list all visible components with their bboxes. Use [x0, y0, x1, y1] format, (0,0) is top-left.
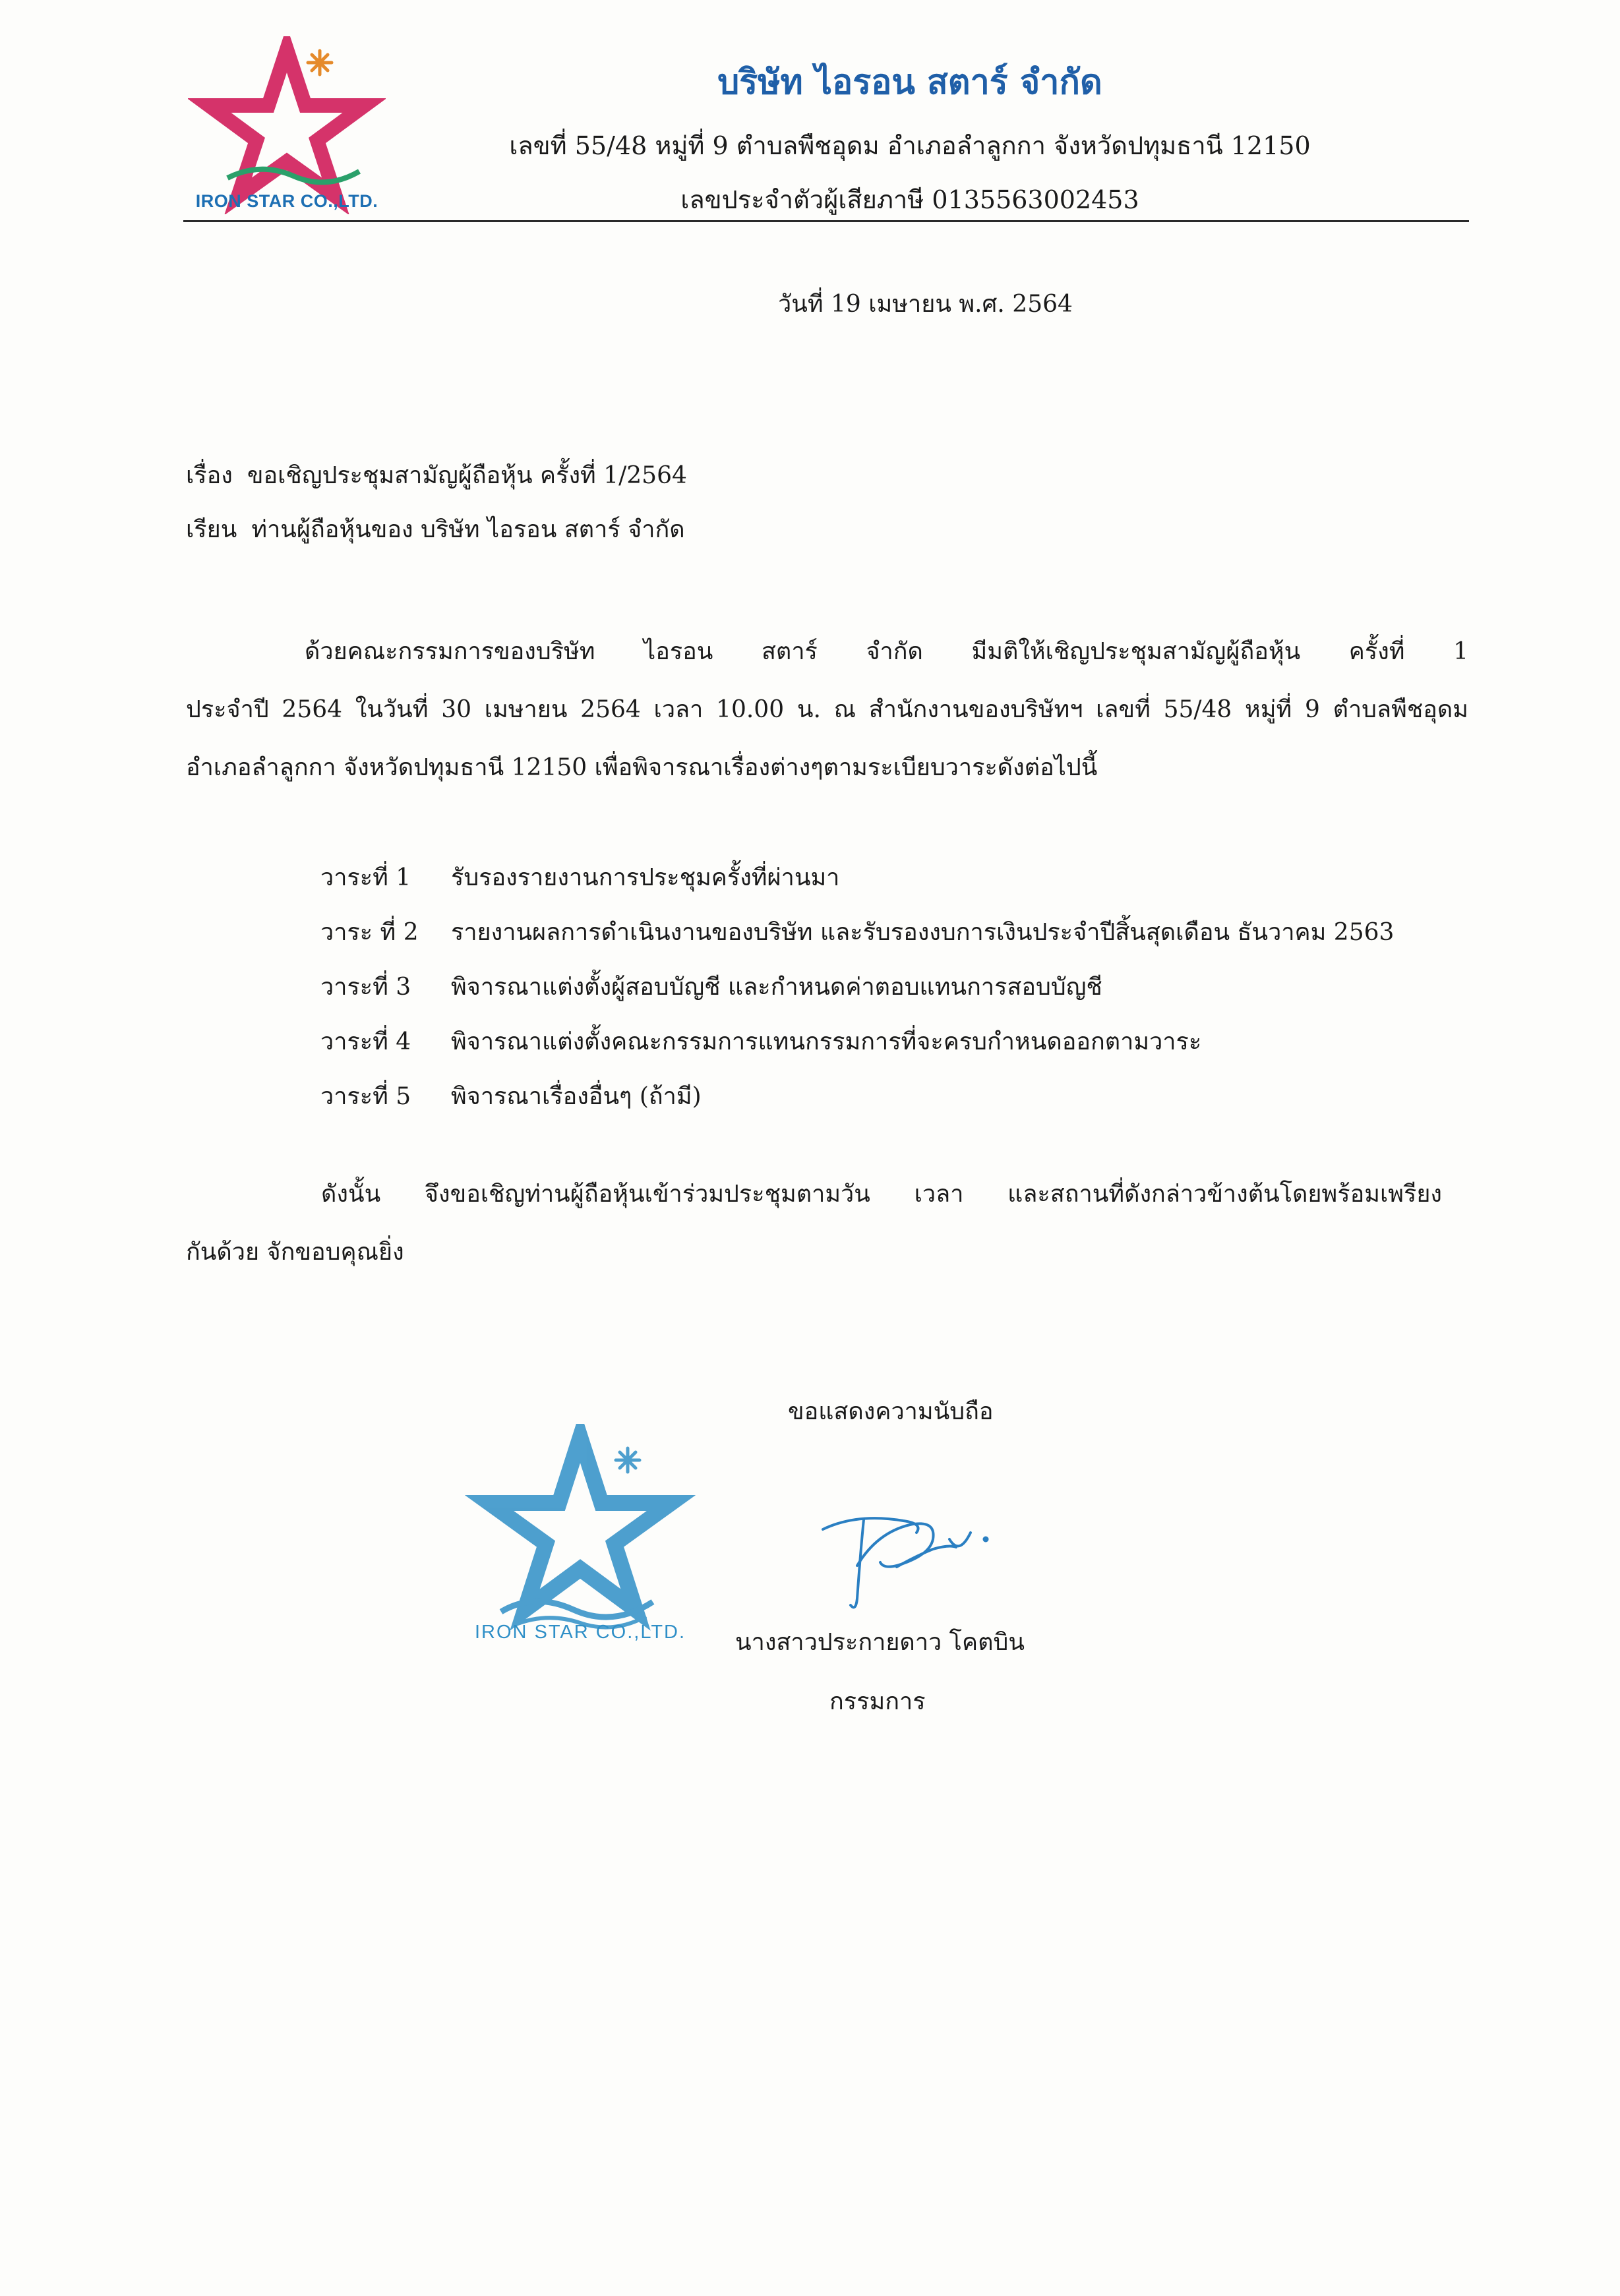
- agenda-text: รับรองรายงานการประชุมครั้งที่ผ่านมา: [451, 864, 840, 891]
- body-paragraph-2: [186, 1165, 1442, 1281]
- closing-text: ขอแสดงความนับถือ: [788, 1398, 994, 1425]
- paragraph-line: กันด้วย จักขอบคุณยิ่ง: [186, 1239, 404, 1266]
- agenda-item: [320, 850, 1481, 905]
- agenda-number: วาระที่ 3: [320, 974, 411, 1001]
- agenda-text: รายงานผลการดำเนินงานของบริษัท และรับรองงบการเงินประจำปีสิ้นสุดเดือน ธันวาคม 2563: [451, 919, 1395, 946]
- agenda-number: วาระที่ 4: [320, 1028, 411, 1055]
- agenda-list: [320, 850, 1481, 1124]
- paragraph-line: ด้วยคณะกรรมการของบริษัท ไอรอน สตาร์ จำกัด มีมติให้เชิญประชุมสามัญผู้ถือหุ้น ครั้งที่ 1: [305, 638, 1468, 665]
- agenda-text: พิจารณาแต่งตั้งคณะกรรมการแทนกรรมการที่จะครบกำหนดออกตามวาระ: [451, 1028, 1202, 1055]
- subject-line: [186, 461, 687, 490]
- agenda-number: วาระที่ 5: [320, 1083, 411, 1110]
- agenda-item: [320, 905, 1481, 960]
- signer-name: นางสาวประกายดาว โคตบิน: [735, 1629, 1025, 1656]
- agenda-text: พิจารณาแต่งตั้งผู้สอบบัญชี และกำหนดค่าตอบแทนการสอบบัญชี: [451, 974, 1102, 1001]
- recipient-label: เรียน: [186, 516, 237, 543]
- paragraph-line: ดังนั้น จึงขอเชิญท่านผู้ถือหุ้นเข้าร่วมประชุมตามวัน เวลา และสถานที่ดังกล่าวข้างต้นโดยพร้อมเพรียง: [321, 1181, 1442, 1208]
- company-name: บริษัท ไอรอน สตาร์ จำกัด: [717, 62, 1102, 102]
- signer-title: กรรมการ: [829, 1688, 926, 1715]
- company-address: เลขที่ 55/48 หมู่ที่ 9 ตำบลพืชอุดม อำเภอลำลูกกา จังหวัดปทุมธานี 12150: [509, 131, 1311, 160]
- agenda-item: [320, 960, 1481, 1015]
- stamp-caption: IRON STAR CO.,LTD.: [474, 1622, 686, 1643]
- body-paragraph-1: [186, 623, 1468, 797]
- subject-text: ขอเชิญประชุมสามัญผู้ถือหุ้น ครั้งที่ 1/2564: [247, 462, 687, 489]
- company-tax-id: เลขประจำตัวผู้เสียภาษี 0135563002453: [680, 185, 1139, 214]
- signature-icon: [818, 1493, 996, 1625]
- company-logo-icon: [188, 36, 386, 214]
- paragraph-line: อำเภอลำลูกกา จังหวัดปทุมธานี 12150 เพื่อพิจารณาเรื่องต่างๆตามระเบียบวาระดังต่อไปนี้: [186, 754, 1098, 781]
- paragraph-line: ประจำปี 2564 ในวันที่ 30 เมษายน 2564 เวลา 10.00 น. ณ สำนักงานของบริษัทฯ เลขที่ 55/48 หมู่ที่ 9 ตำบลพืชอุดม: [186, 696, 1468, 723]
- recipient-line: [186, 515, 685, 544]
- subject-label: เรื่อง: [186, 462, 233, 489]
- agenda-number: วาระ ที่ 2: [320, 919, 419, 946]
- agenda-item: [320, 1069, 1481, 1124]
- document-date: วันที่ 19 เมษายน พ.ศ. 2564: [778, 291, 1073, 318]
- agenda-item: [320, 1015, 1481, 1069]
- header-divider: [183, 220, 1469, 222]
- recipient-text: ท่านผู้ถือหุ้นของ บริษัท ไอรอน สตาร์ จำกัด: [251, 516, 685, 543]
- agenda-number: วาระที่ 1: [320, 864, 411, 891]
- agenda-text: พิจารณาเรื่องอื่นๆ (ถ้ามี): [451, 1083, 702, 1110]
- logo-caption: IRON STAR CO.,LTD.: [195, 191, 378, 211]
